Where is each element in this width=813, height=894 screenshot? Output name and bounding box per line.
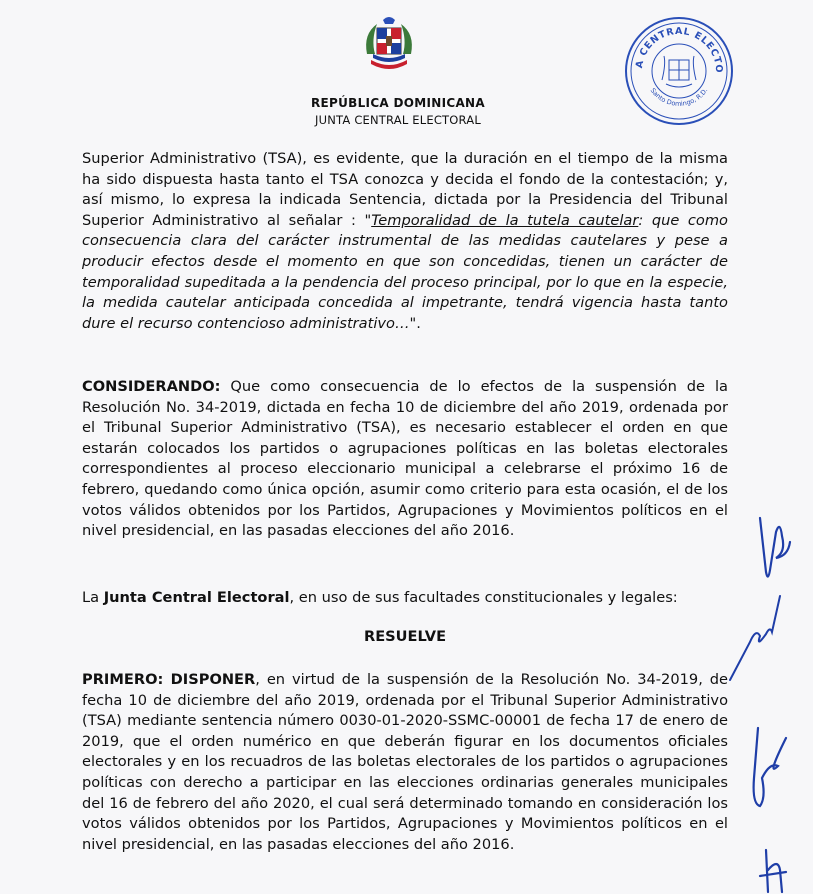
svg-text:JUNTA CENTRAL ELECTORAL: A CENTRAL ELECTO xyxy=(633,25,725,74)
svg-text:Santo Domingo, R.D.: Santo Domingo, R.D. xyxy=(648,86,710,108)
paragraph-jce xyxy=(82,588,728,609)
handwritten-initials-icon xyxy=(726,592,788,684)
handwritten-initials-icon xyxy=(752,512,796,588)
resuelve-heading: RESUELVE xyxy=(363,628,447,645)
institution-subtitle: JUNTA CENTRAL ELECTORAL xyxy=(315,113,481,127)
handwritten-initials-icon xyxy=(744,718,796,810)
quote-underlined: Temporalidad de la tutela cautelar xyxy=(371,211,639,229)
considerando-text: Que como consecuencia de lo efectos de la suspensión de la Resolución No. 34-2019, dictada en fecha 10 de diciembre del año 2019, ordenada por el Tribunal Superior Administrativo (TSA), es necesario establecer el orden en que estarán colocados los partidos o agrupaciones políticas en las boletas electorales correspondientes al proceso eleccionario municipal a celebrarse el próximo 16 de febrero, quedando como única opción, asumir como criterio para esta ocasión, el de los votos válidos obtenidos por los Partidos, Agrupaciones y Movimientos políticos en el nivel presidencial, en las pasadas elecciones del año 2016. xyxy=(82,378,728,540)
jce-seal-stamp-icon xyxy=(622,14,736,128)
jce-post: , en uso de sus facultades constitucionales y legales: xyxy=(289,589,678,606)
primero-text: , en virtud de la suspensión de la Resolución No. 34-2019, de fecha 10 de diciembre del año 2019, ordenada por el Tribunal Superior Administrativo (TSA) mediante sentencia número 0030-01-2020-SSMC-00001 de fecha 17 de enero de 2019, que el orden numérico en que deberán figurar en los documentos oficiales electorales y en los recuadros de las boletas electorales de los partidos o agrupaciones políticas con derecho a participar en las elecciones ordinarias generales municipales del 16 de febrero del año 2020, el cual será determinado tomando en consideración los votos válidos obtenidos por los Partidos, Agrupaciones y Movimientos políticos en el nivel presidencial, en las pasadas elecciones del año 2016. xyxy=(82,671,728,853)
paragraph-primero xyxy=(82,670,728,855)
paragraph-1 xyxy=(82,149,728,334)
considerando-label: CONSIDERANDO: xyxy=(82,378,221,395)
jce-pre: La xyxy=(82,589,104,606)
handwritten-initials-icon xyxy=(756,846,796,894)
quote-rest: : que como consecuencia clara del carácter instrumental de las medidas cautelares y pese a producir efectos desde el momento en que son concedidas, tienen un carácter de temporalidad supeditada a la pendencia del proceso principal, por lo que en la especie, la medida cautelar anticipada concedida al impetrante, tendrá vigencia hasta tanto dure el recurso contencioso administrativo… xyxy=(82,211,728,332)
quote-closing: ". xyxy=(409,314,421,332)
jce-entity: Junta Central Electoral xyxy=(103,589,290,606)
primero-label: PRIMERO: DISPONER xyxy=(82,671,256,688)
paragraph-1-lead: Superior Administrativo (TSA), es evidente, que la duración en el tiempo de la misma ha sido dispuesta hasta tanto el TSA conozca y decida el fondo de la contestación; y, así mismo, lo expresa la indicada Sentencia, dictada por la Presidencia del Tribunal Superior Administrativo al señalar : " xyxy=(82,150,728,229)
paragraph-considerando xyxy=(82,377,728,542)
country-title: REPÚBLICA DOMINICANA xyxy=(310,96,485,110)
coat-of-arms-icon xyxy=(357,14,421,78)
